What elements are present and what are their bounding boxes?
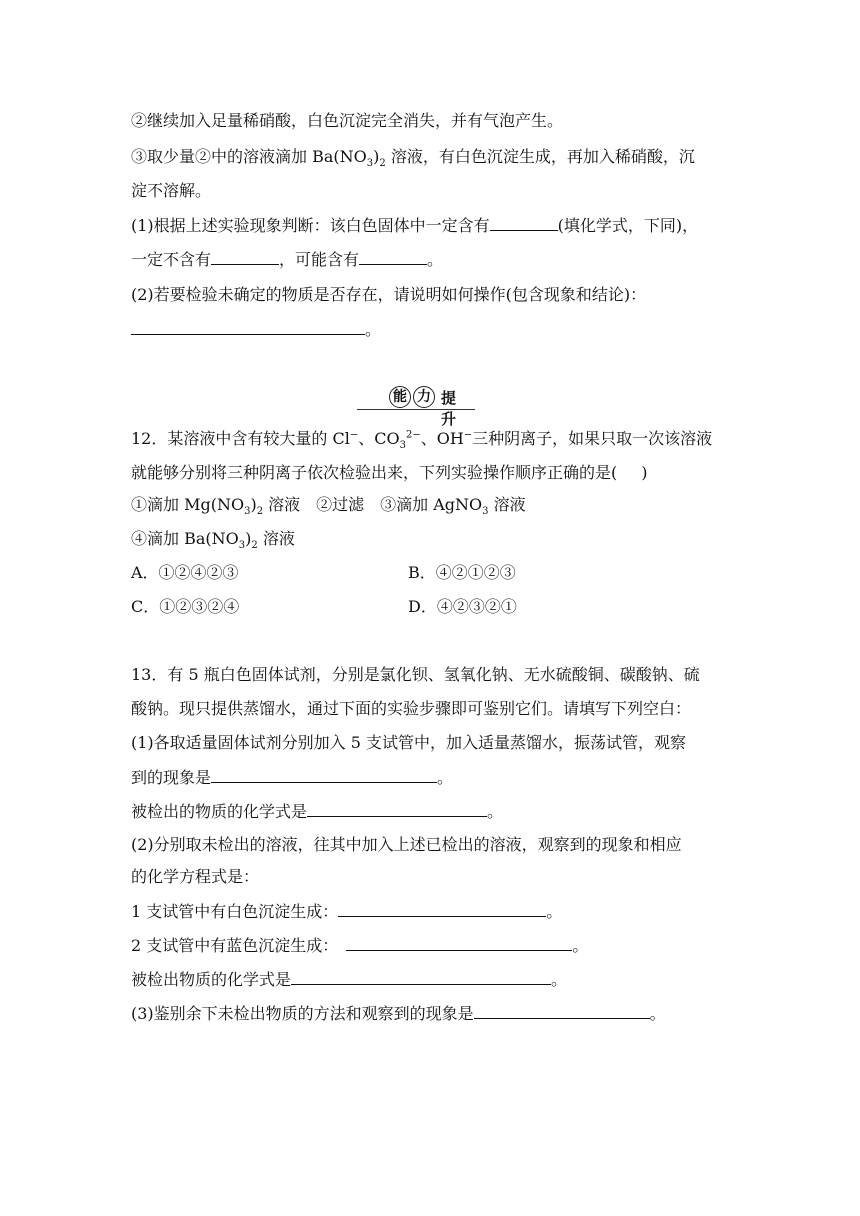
answer-blank[interactable] — [291, 968, 551, 985]
q13-part2: (2)分别取未检出的溶液，往其中加入上述已检出的溶液，观察到的现象和相应 — [131, 835, 682, 854]
section-header-text: 提 升 — [441, 389, 459, 428]
section-header-char: 力 — [413, 386, 435, 408]
q13-part2-white-precipitate: 1 支试管中有白色沉淀生成： 。 — [131, 902, 563, 921]
q13-part2-cont: 的化学方程式是： — [131, 867, 260, 886]
q13-stem-cont: 酸钠。现只提供蒸馏水，通过下面的实验步骤即可鉴别它们。请填写下列空白： — [131, 699, 692, 718]
answer-blank[interactable] — [211, 766, 437, 783]
q11-part1: (1)根据上述实验现象判断：该白色固体中一定含有 (填化学式，下同)， — [131, 216, 699, 235]
q12-option-a[interactable]: A．①②④②③ — [131, 563, 239, 582]
q13-part2-blue-precipitate: 2 支试管中有蓝色沉淀生成： 。 — [131, 936, 589, 955]
q12-stem: 12．某溶液中含有较大量的 Cl−、$CO_3^{2-}$、OH−三种阴离子，如果只取一次该溶液 — [131, 429, 713, 452]
q12-stem-cont: 就能够分别将三种阴离子依次检验出来，下列实验操作顺序正确的是( ) — [131, 463, 648, 482]
answer-blank[interactable] — [490, 214, 558, 231]
q13-part1-formula: 被检出的物质的化学式是 。 — [131, 802, 504, 821]
q12-option-d[interactable]: D．④②③②① — [408, 597, 517, 616]
answer-blank[interactable] — [211, 248, 279, 265]
answer-blank[interactable] — [307, 800, 487, 817]
section-header-rule — [357, 409, 475, 410]
q12-operations-line2: ④滴加 $Ba(NO_3)_2$ 溶液 — [131, 529, 295, 552]
section-header-char: 能 — [389, 386, 411, 408]
q11-step2: ②继续加入足量稀硝酸，白色沉淀完全消失，并有气泡产生。 — [131, 111, 564, 130]
answer-blank[interactable] — [338, 900, 546, 917]
section-header-ability-improvement — [357, 384, 475, 428]
answer-blank[interactable] — [346, 934, 572, 951]
q13-part3: (3)鉴别余下未检出物质的方法和观察到的现象是 。 — [131, 1004, 666, 1023]
q12-option-c[interactable]: C．①②③②④ — [131, 597, 240, 616]
answer-blank[interactable] — [359, 248, 427, 265]
q12-operations-line1: ①滴加 $Mg(NO_3)_2$ 溶液 ②过滤 ③滴加 AgNO$_3$ 溶液 — [131, 495, 526, 518]
answer-blank[interactable] — [131, 318, 365, 335]
q12-option-b[interactable]: B．④②①②③ — [408, 563, 516, 582]
q13-part1-cont: 到的现象是 。 — [131, 768, 454, 787]
q13-part1: (1)各取适量固体试剂分别加入 5 支试管中，加入适量蒸馏水，振荡试管，观察 — [131, 733, 687, 752]
q11-part2: (2)若要检验未确定的物质是否存在，请说明如何操作(包含现象和结论)： — [131, 285, 647, 304]
answer-blank[interactable] — [474, 1002, 650, 1019]
q13-stem: 13．有 5 瓶白色固体试剂，分别是氯化钡、氢氧化钠、无水硫酸铜、碳酸钠、硫 — [131, 665, 700, 684]
q11-part2-answer: 。 — [131, 318, 381, 341]
q13-part2-formula: 被检出物质的化学式是 。 — [131, 970, 568, 989]
q11-part1-cont: 一定不含有 ，可能含有 。 — [131, 250, 444, 269]
q11-step3-cont: 淀不溶解。 — [131, 181, 212, 200]
q11-step3: ③取少量②中的溶液滴加 $Ba(NO_3)_2$ 溶液，有白色沉淀生成，再加入稀硝酸，沉 — [131, 147, 695, 170]
